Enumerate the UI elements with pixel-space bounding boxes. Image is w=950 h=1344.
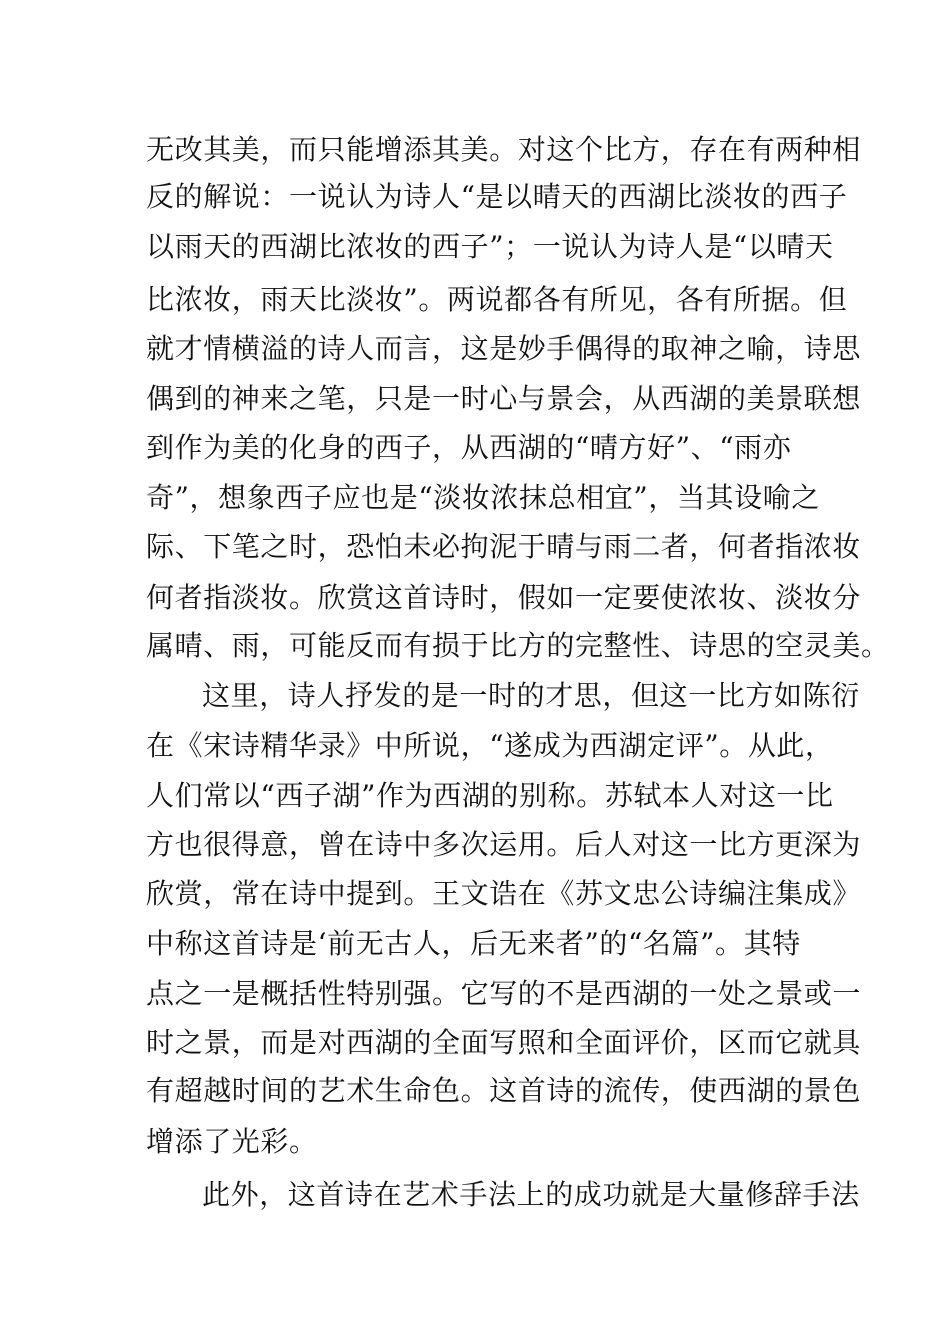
- text-line: 何者指淡妆。欣赏这首诗时，假如一定要使浓妆、淡妆分: [146, 581, 862, 614]
- text-line: 比浓妆，雨天比淡妆”。两说都各有所见，各有所据。但: [146, 283, 848, 316]
- paragraph-start-line: 这里，诗人抒发的是一时的才思，但这一比方如陈衍: [202, 679, 860, 712]
- text-line: 以雨天的西湖比浓妆的西子”；一说认为诗人是“以晴天: [146, 230, 834, 263]
- text-line: 在《宋诗精华录》中所说，“遂成为西湖定评”。从此，: [146, 729, 834, 762]
- text-line: 时之景，而是对西湖的全面写照和全面评价，区而它就具: [146, 1026, 862, 1059]
- text-line: 人们常以“西子湖”作为西湖的别称。苏轼本人对这一比: [146, 779, 834, 812]
- text-line: 有超越时间的艺术生命色。这首诗的流传，使西湖的景色: [146, 1074, 862, 1107]
- text-line: 偶到的神来之笔，只是一时心与景会，从西湖的美景联想: [146, 382, 862, 415]
- text-line: 方也很得意，曾在诗中多次运用。后人对这一比方更深为: [146, 828, 862, 861]
- text-line: 无改其美，而只能增添其美。对这个比方，存在有两种相: [146, 133, 862, 166]
- text-line: 到作为美的化身的西子，从西湖的“晴方好”、“雨亦: [146, 431, 792, 464]
- text-line: 反的解说：一说认为诗人“是以晴天的西湖比淡妆的西子: [146, 180, 848, 213]
- text-line: 际、下笔之时，恐怕未必拘泥于晴与雨二者，何者指浓妆: [146, 530, 862, 563]
- paragraph-start-line: 此外，这首诗在艺术手法上的成功就是大量修辞手法: [202, 1178, 860, 1211]
- text-line: 属晴、雨，可能反而有损于比方的完整性、诗思的空灵美。: [146, 629, 890, 662]
- text-line: 中称这首诗是‘前无古人，后无来者”的“名篇”。其特: [146, 927, 801, 960]
- text-line: 就才情横溢的诗人而言，这是妙手偶得的取神之喻，诗思: [146, 332, 862, 365]
- text-line: 欣赏，常在诗中提到。王文诰在《苏文忠公诗编注集成》: [146, 877, 862, 910]
- text-line: 增添了光彩。: [146, 1125, 318, 1158]
- text-line: 奇”，想象西子应也是“淡妆浓抹总相宜”，当其设喻之: [146, 481, 820, 514]
- text-line: 点之一是概括性特别强。它写的不是西湖的一处之景或一: [146, 977, 862, 1010]
